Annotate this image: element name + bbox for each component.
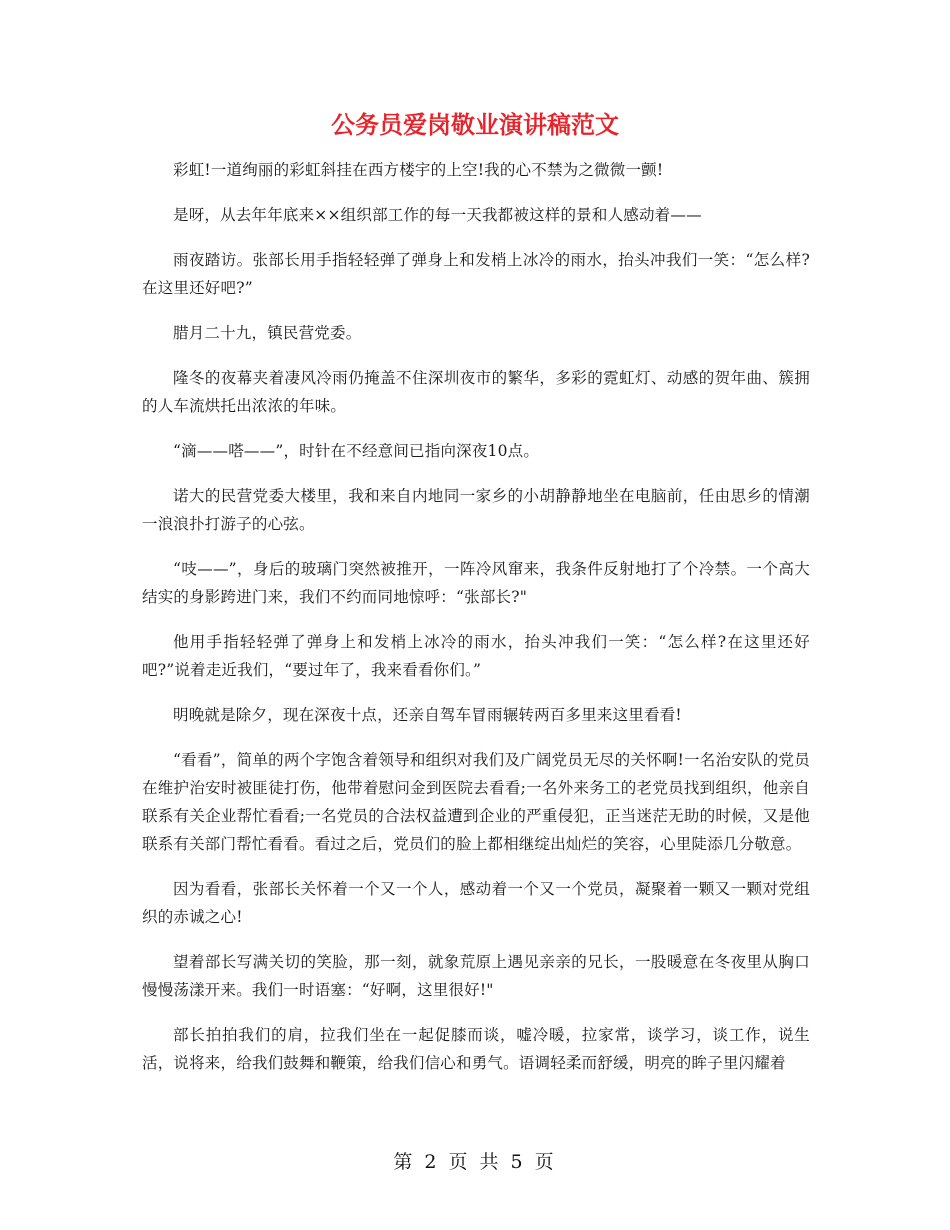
paragraph: “滴——嗒——”，时针在不经意间已指向深夜10点。 (173, 442, 540, 460)
paragraph: 是呀，从去年年底来××组织部工作的每一天我都被这样的景和人感动着—— (173, 206, 702, 224)
paragraph: 彩虹!一道绚丽的彩虹斜挂在西方楼宇的上空!我的心不禁为之微微一颤! (173, 161, 664, 179)
paragraph: 明晚就是除夕，现在深夜十点，还亲自驾车冒雨辗转两百多里来这里看看! (173, 706, 682, 724)
paragraph: “吱——”，身后的玻璃门突然被推开，一阵冷风窜来，我条件反射地打了个冷禁。一个高大结实的身影跨进门来，我们不约而同地惊呼：“张部长?" (142, 560, 810, 606)
document-title: 公务员爱岗敬业演讲稿范文 (331, 111, 619, 139)
paragraph: 他用手指轻轻弹了弹身上和发梢上冰冷的雨水，抬头冲我们一笑：“怎么样?在这里还好吧?”说着走近我们，“要过年了，我来看看你们。” (142, 633, 810, 679)
page-number-footer: 第 2 页 共 5 页 (393, 1151, 557, 1173)
paragraph: 诺大的民营党委大楼里，我和来自内地同一家乡的小胡静静地坐在电脑前，任由思乡的情潮一浪浪扑打游子的心弦。 (142, 487, 810, 533)
document-body (142, 156, 810, 1094)
paragraph: 因为看看，张部长关怀着一个又一个人，感动着一个又一个党员，凝聚着一颗又一颗对党组织的赤诚之心! (142, 880, 810, 926)
paragraph: 望着部长写满关切的笑脸，那一刻，就象荒原上遇见亲亲的兄长，一股暖意在冬夜里从胸口慢慢荡漾开来。我们一时语塞：“好啊，这里很好!" (142, 953, 810, 999)
paragraph: 雨夜踏访。张部长用手指轻轻弹了弹身上和发梢上冰冷的雨水，抬头冲我们一笑：“怎么样?在这里还好吧?” (142, 251, 810, 297)
paragraph: “看看”，简单的两个字饱含着领导和组织对我们及广阔党员无尽的关怀啊!一名治安队的党员在维护治安时被匪徒打伤，他带着慰问金到医院去看看;一名外来务工的老党员找到组织，他亲自联系有关企业帮忙看看;一名党员的合法权益遭到企业的严重侵犯，正当迷茫无助的时候，又是他联系有关部门帮忙看看。看过之后，党员们的脸上都相继绽出灿烂的笑容，心里陡添几分敬意。 (142, 751, 810, 853)
paragraph: 腊月二十九，镇民营党委。 (173, 324, 362, 342)
paragraph: 隆冬的夜幕夹着凄风冷雨仍掩盖不住深圳夜市的繁华，多彩的霓虹灯、动感的贺年曲、簇拥的人车流烘托出浓浓的年味。 (142, 369, 810, 415)
paragraph: 部长拍拍我们的肩，拉我们坐在一起促膝而谈，嘘冷暖，拉家常，谈学习，谈工作，说生活，说将来，给我们鼓舞和鞭策，给我们信心和勇气。语调轻柔而舒缓，明亮的眸子里闪耀着 (142, 1026, 810, 1072)
